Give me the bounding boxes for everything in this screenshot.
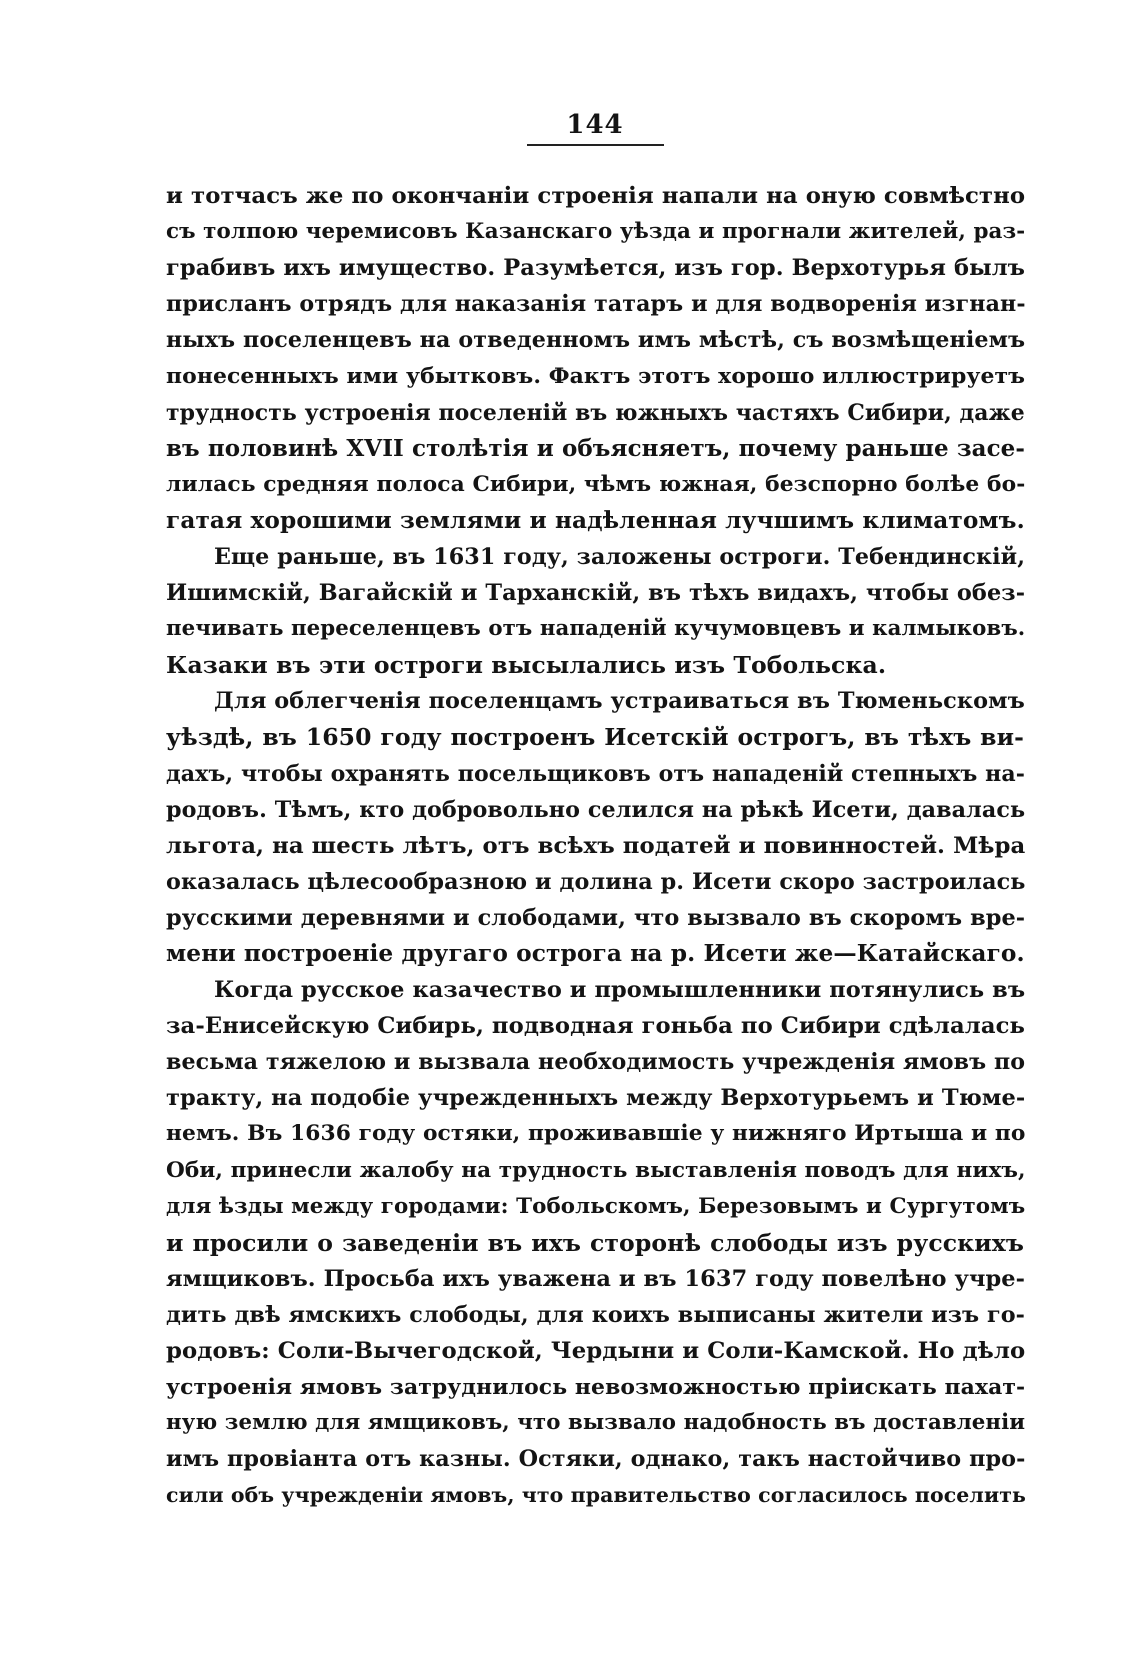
- text-line: ныхъ поселенцевъ на отведенномъ имъ мѣстѣ, съ возмѣщеніемъ: [166, 327, 1026, 354]
- text-line: русскими деревнями и слободами, что вызвало въ скоромъ вре-: [166, 904, 1026, 931]
- text-line: Оби, принесли жалобу на трудность выставленія поводъ для нихъ,: [166, 1157, 1026, 1183]
- text-line: ямщиковъ. Просьба ихъ уважена и въ 1637 году повелѣно учре-: [166, 1265, 1026, 1292]
- text-line: гатая хорошими землями и надѣленная лучшимъ климатомъ.: [166, 506, 1025, 534]
- text-line: оказалась цѣлесообразною и долина р. Исети скоро застроилась: [166, 868, 1026, 895]
- text-line: трудность устроенія поселеній въ южныхъ частяхъ Сибири, даже: [166, 399, 1025, 426]
- text-line: лилась средняя полоса Сибири, чѣмъ южная, безспорно болѣе бо-: [166, 471, 1026, 497]
- text-line: устроенія ямовъ затруднилось невозможностью пріискать пахат-: [166, 1374, 1026, 1401]
- paragraph-start-line: Для облегченія поселенцамъ устраиваться въ Тюменьскомъ: [214, 688, 1025, 715]
- paragraph-start-line: Когда русское казачество и промышленники потянулись въ: [214, 977, 1026, 1004]
- text-line: ную землю для ямщиковъ, что вызвало надобность въ доставленіи: [166, 1410, 1026, 1436]
- text-line: имъ провіанта отъ казны. Остяки, однако, такъ настойчиво про-: [166, 1446, 1026, 1473]
- text-line: для ѣзды между городами: Тобольскомъ, Березовымъ и Сургутомъ: [166, 1193, 1026, 1219]
- text-line: родовъ: Соли-Вычегодской, Чердыни и Соли-Камской. Но дѣло: [166, 1338, 1026, 1364]
- text-line: уѣздѣ, въ 1650 году построенъ Исетскій острогъ, въ тѣхъ ви-: [166, 723, 1024, 752]
- text-line: грабивъ ихъ имущество. Разумѣется, изъ гор. Верхотурья былъ: [166, 255, 1026, 282]
- page-number-rule: [527, 144, 664, 146]
- paragraph-start-line: Еще раньше, въ 1631 году, заложены остроги. Тебендинскій,: [214, 543, 1026, 570]
- text-line: печивать переселенцевъ отъ нападеній кучумовцевъ и калмыковъ.: [166, 616, 1026, 642]
- text-line: въ половинѣ XVII столѣтія и объясняетъ, почему раньше засе-: [166, 434, 1026, 462]
- body-text: [166, 178, 1027, 1513]
- text-line: и просили о заведеніи въ ихъ сторонѣ слободы изъ русскихъ: [166, 1228, 1024, 1257]
- text-line: дахъ, чтобы охранять посельщиковъ отъ нападеній степныхъ на-: [166, 760, 1026, 787]
- text-line: тракту, на подобіе учрежденныхъ между Верхотурьемъ и Тюме-: [166, 1085, 1026, 1112]
- text-line: весьма тяжелою и вызвала необходимость учрежденія ямовъ по: [166, 1049, 1026, 1076]
- text-line: присланъ отрядъ для наказанія татаръ и для водворенія изгнан-: [166, 291, 1026, 318]
- text-line: немъ. Въ 1636 году остяки, проживавшіе у нижняго Иртыша и по: [166, 1121, 1026, 1147]
- text-line: родовъ. Тѣмъ, кто добровольно селился на рѣкѣ Исети, давалась: [166, 796, 1026, 823]
- page-number: 144: [566, 110, 624, 140]
- text-line: Ишимскій, Вагайскій и Тарханскій, въ тѣхъ видахъ, чтобы обез-: [166, 580, 1026, 607]
- text-line: и тотчасъ же по окончаніи строенія напали на оную совмѣстно: [166, 183, 1026, 209]
- text-line: дить двѣ ямскихъ слободы, для коихъ выписаны жители изъ го-: [166, 1301, 1026, 1328]
- text-line: за-Енисейскую Сибирь, подводная гоньба по Сибири сдѣлалась: [166, 1013, 1025, 1040]
- text-line: сили объ учрежденіи ямовъ, что правительство согласилось поселить: [166, 1483, 1027, 1508]
- text-line: съ толпою черемисовъ Казанскаго уѣзда и прогнали жителей, раз-: [166, 219, 1026, 245]
- text-line: Казаки въ эти остроги высылались изъ Тобольска.: [166, 651, 887, 680]
- text-line: понесенныхъ ими убытковъ. Фактъ этотъ хорошо иллюстрируетъ: [166, 363, 1026, 390]
- text-line: льгота, на шесть лѣтъ, отъ всѣхъ податей и повинностей. Мѣра: [166, 832, 1026, 859]
- text-line: мени построеніе другаго острога на р. Исети же—Катайскаго.: [166, 939, 1025, 967]
